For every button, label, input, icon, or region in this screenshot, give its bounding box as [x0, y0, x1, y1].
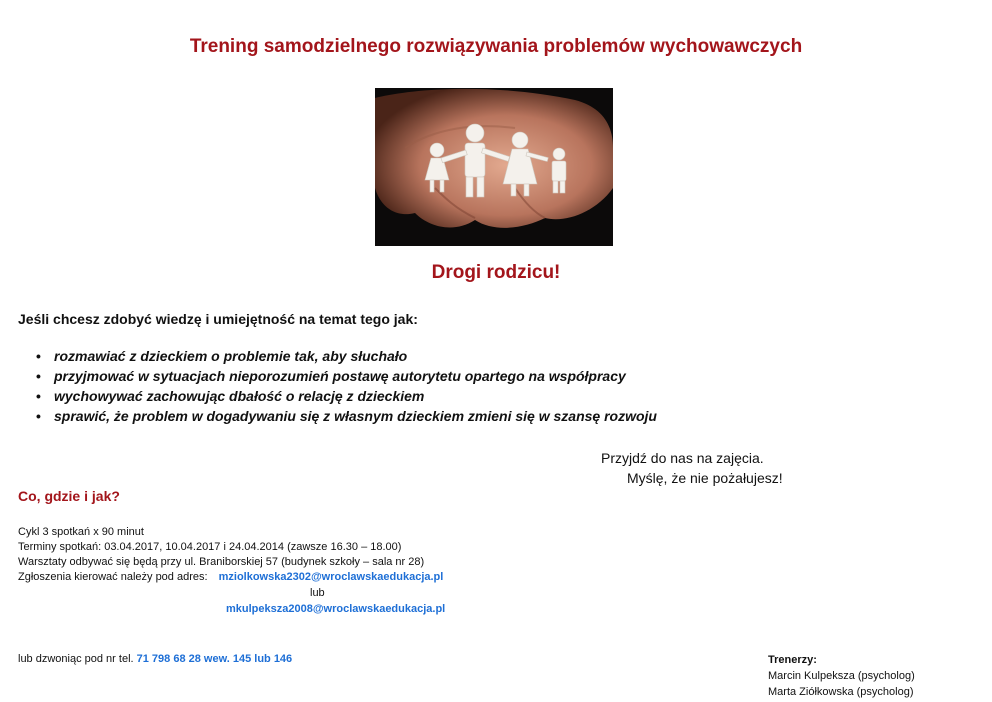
signup-label: Zgłoszenia kierować należy pod adres: — [18, 571, 208, 583]
phone-row — [18, 653, 292, 665]
place-text: Warsztaty odbywać się będą przy ul. Braniborskiej 57 (budynek szkoły – sala nr 28) — [18, 556, 425, 568]
invite-line-1: Przyjdź do nas na zajęcia. — [601, 450, 764, 466]
greeting-heading: Drogi rodzicu! — [431, 262, 561, 283]
trainers-block — [768, 652, 915, 700]
paper-family-photo — [375, 88, 613, 246]
phone-link[interactable]: 71 798 68 28 wew. 145 lub 146 — [136, 653, 293, 665]
paper-family-on-hand-icon — [375, 88, 613, 246]
phone-label: lub dzwoniąc pod nr tel. — [18, 653, 134, 665]
dates-text: Terminy spotkań: 03.04.2017, 10.04.2017 i 24.04.2014 (zawsze 16.30 – 18.00) — [18, 541, 402, 553]
list-item: • rozmawiać z dzieckiem o problemie tak, aby słuchało — [18, 346, 657, 366]
signup-row — [18, 571, 443, 583]
trainers-heading: Trenerzy: — [768, 654, 817, 666]
trainer-name: Marta Ziółkowska (psycholog) — [768, 686, 914, 698]
email-link-2[interactable]: mkulpeksza2008@wroclawskaedukacja.pl — [226, 603, 446, 615]
invite-line-2: Myślę, że nie pożałujesz! — [627, 470, 783, 486]
or-text: lub — [310, 587, 325, 599]
details-heading: Co, gdzie i jak? — [18, 488, 120, 504]
list-item: • wychowywać zachowując dbałość o relację z dzieckiem — [18, 386, 657, 406]
list-item: • sprawić, że problem w dogadywaniu się z własnym dzieckiem zmieni się w szansę rozwoju — [18, 406, 657, 426]
benefits-list — [18, 346, 657, 426]
trainer-name: Marcin Kulpeksza (psycholog) — [768, 670, 915, 682]
list-item: • przyjmować w sytuacjach nieporozumień postawę autorytetu opartego na współpracy — [18, 366, 657, 386]
intro-text: Jeśli chcesz zdobyć wiedzę i umiejętność na temat tego jak: — [18, 311, 418, 327]
email-link-1[interactable]: mziolkowska2302@wroclawskaedukacja.pl — [218, 571, 444, 583]
page-title: Trening samodzielnego rozwiązywania problemów wychowawczych — [189, 36, 803, 57]
cycle-text: Cykl 3 spotkań x 90 minut — [18, 526, 144, 538]
